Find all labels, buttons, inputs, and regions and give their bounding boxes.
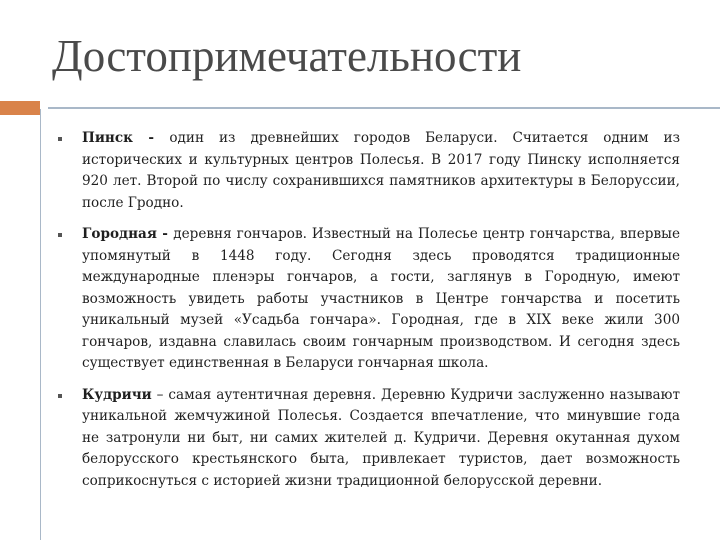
list-item-gorodnaya	[58, 224, 680, 375]
item-term: Кудричи	[82, 386, 152, 403]
bullet-icon	[58, 233, 62, 237]
bullet-icon	[58, 394, 62, 398]
list-item-pinsk	[58, 128, 680, 214]
left-vertical-rule	[40, 109, 41, 540]
item-text: – самая аутентичная деревня. Деревню Кудричи заслуженно называют уникальной жемчужиной Полесья. Создается впечатление, что минувшие года не затронули ни быт, ни самих жителей д. Кудричи. Деревня окутанная духом белорусского крестьянского быта, привлекает туристов, дает возможность соприкоснуться с историей жизни традиционной белорусской деревни.	[82, 386, 680, 489]
slide-title: Достопримечательности	[52, 31, 522, 81]
item-text: деревня гончаров. Известный на Полесье центр гончарства, впервые упомянутый в 1448 году. Сегодня здесь проводятся традиционные международные пленэры гончаров, а гости, заглянув в Городную, имеют возможность увидеть работы участников в Центре гончарства и посетить уникальный музей «Усадьба гончара». Городная, где в XIX веке жили 300 гончаров, издавна славилась своим гончарным производством. И сегодня здесь существует единственная в Беларуси гончарная школа.	[82, 226, 680, 371]
bullet-icon	[58, 137, 62, 141]
item-term: Пинск -	[82, 130, 170, 146]
title-divider-line	[48, 107, 720, 109]
item-term: Городная -	[82, 226, 174, 242]
list-item-kudrichi	[58, 385, 680, 493]
title-accent-bar	[0, 101, 40, 115]
bullet-list	[58, 128, 680, 502]
item-text: один из древнейших городов Беларуси. Считается одним из исторических и культурных центров Полесья. В 2017 году Пинску исполняется 920 лет. Второй по числу сохранившихся памятников архитектуры в Белоруссии, после Гродно.	[82, 130, 680, 211]
